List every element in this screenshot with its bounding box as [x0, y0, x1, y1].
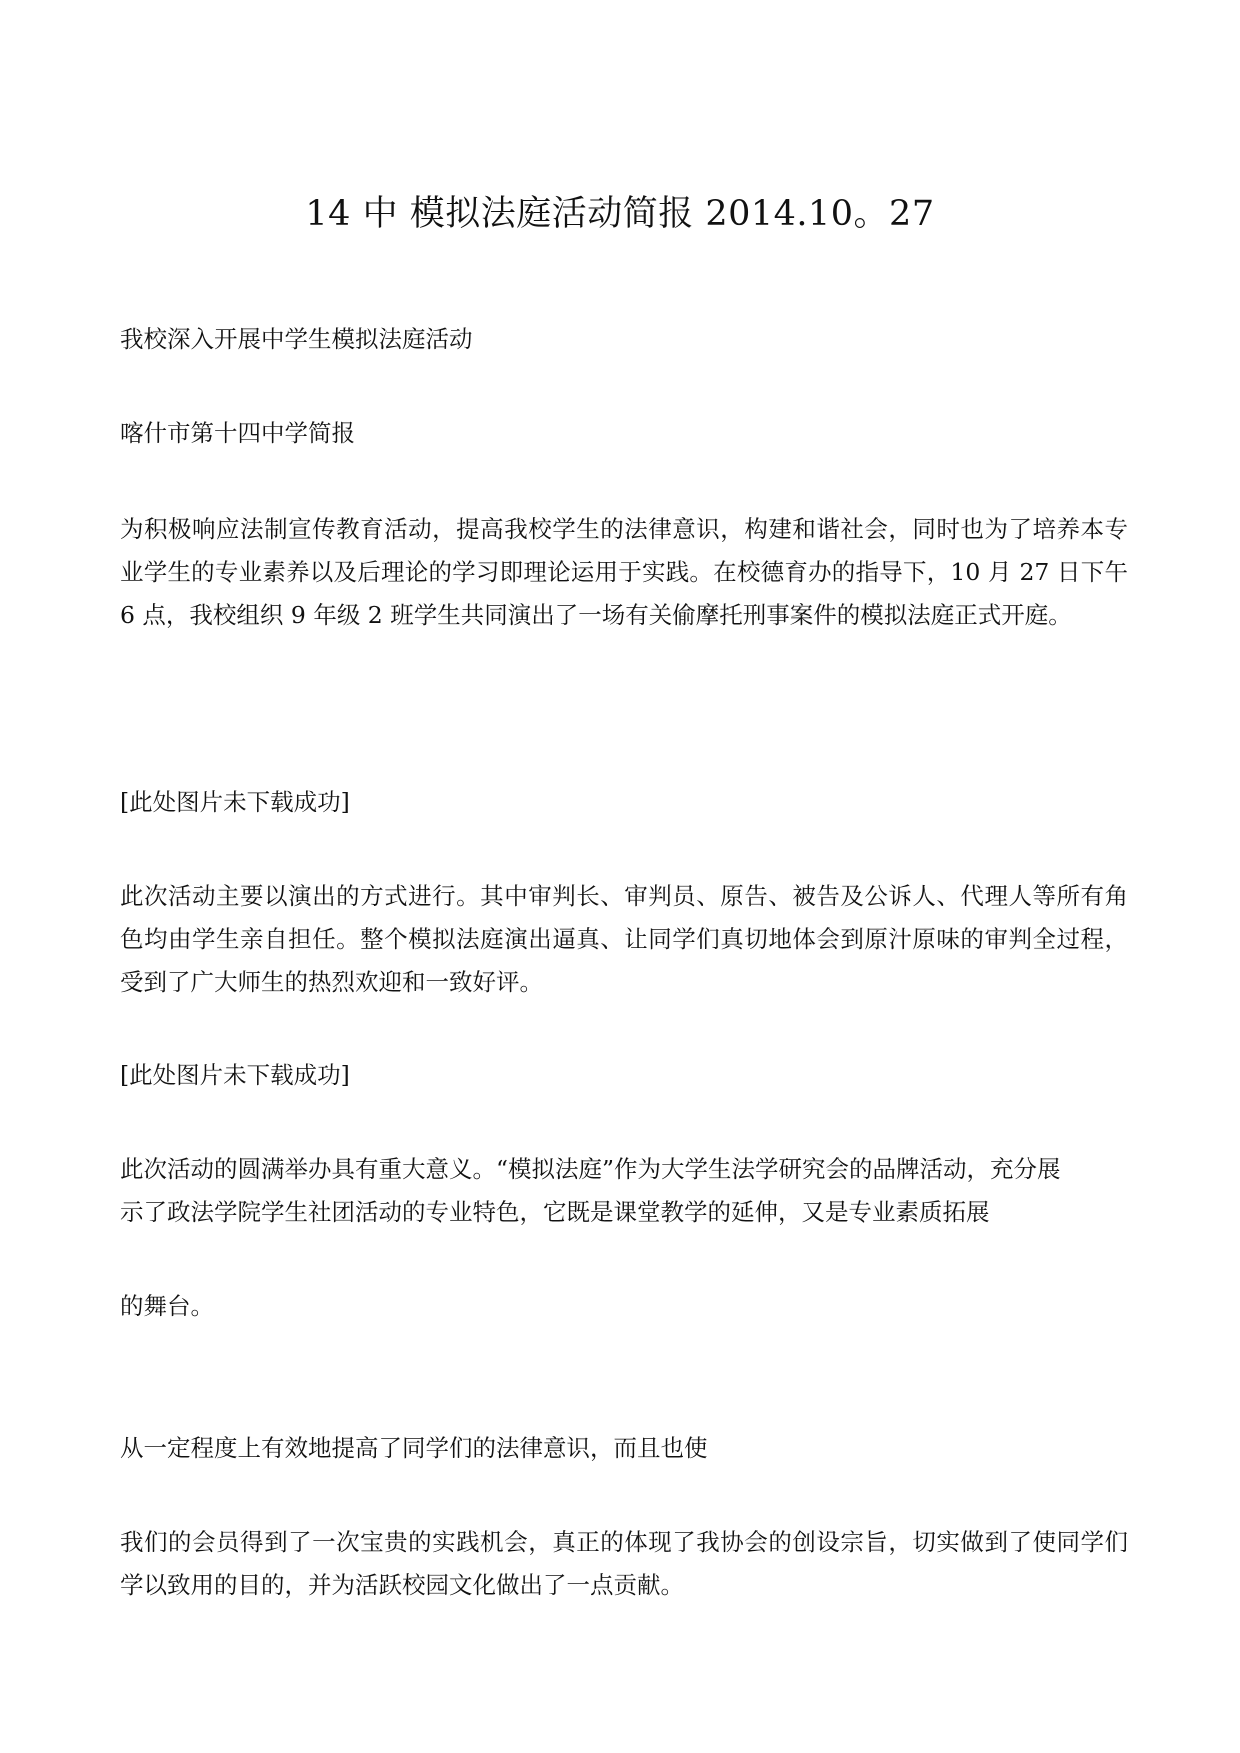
paragraph-significance-tail: 的舞台。: [120, 1292, 214, 1320]
paragraph-activity: 此次活动主要以演出的方式进行。其中审判长、审判员、原告、被告及公诉人、代理人等所有角色均由学生亲自担任。整个模拟法庭演出逼真、让同学们真切地体会到原汁原味的审判全过程，受到了广大师生的热烈欢迎和一致好评。: [120, 882, 1128, 996]
paragraph-conclusion: 我们的会员得到了一次宝贵的实践机会，真正的体现了我协会的创设宗旨，切实做到了使同学们学以致用的目的，并为活跃校园文化做出了一点贡献。: [120, 1528, 1128, 1599]
document-title: 14 中 模拟法庭活动简报 2014.10。27: [305, 194, 935, 234]
school-line: 喀什市第十四中学简报: [120, 419, 355, 447]
paragraph-awareness: 从一定程度上有效地提高了同学们的法律意识，而且也使: [120, 1434, 708, 1462]
paragraph-significance-line-2: 示了政法学院学生社团活动的专业特色，它既是课堂教学的延伸，又是专业素质拓展: [120, 1198, 990, 1226]
paragraph-significance-line-1: 此次活动的圆满举办具有重大意义。“模拟法庭”作为大学生法学研究会的品牌活动，充分展: [120, 1155, 1061, 1183]
subtitle: 我校深入开展中学生模拟法庭活动: [120, 325, 473, 353]
image-placeholder: [此处图片未下载成功]: [120, 1061, 350, 1089]
image-placeholder: [此处图片未下载成功]: [120, 788, 350, 816]
paragraph-intro: 为积极响应法制宣传教育活动，提高我校学生的法律意识，构建和谐社会，同时也为了培养本专业学生的专业素养以及后理论的学习即理论运用于实践。在校德育办的指导下，10 月 27 日下午 6 点，我校组织 9 年级 2 班学生共同演出了一场有关偷摩托刑事案件的模拟法庭正式开庭。: [120, 515, 1128, 629]
